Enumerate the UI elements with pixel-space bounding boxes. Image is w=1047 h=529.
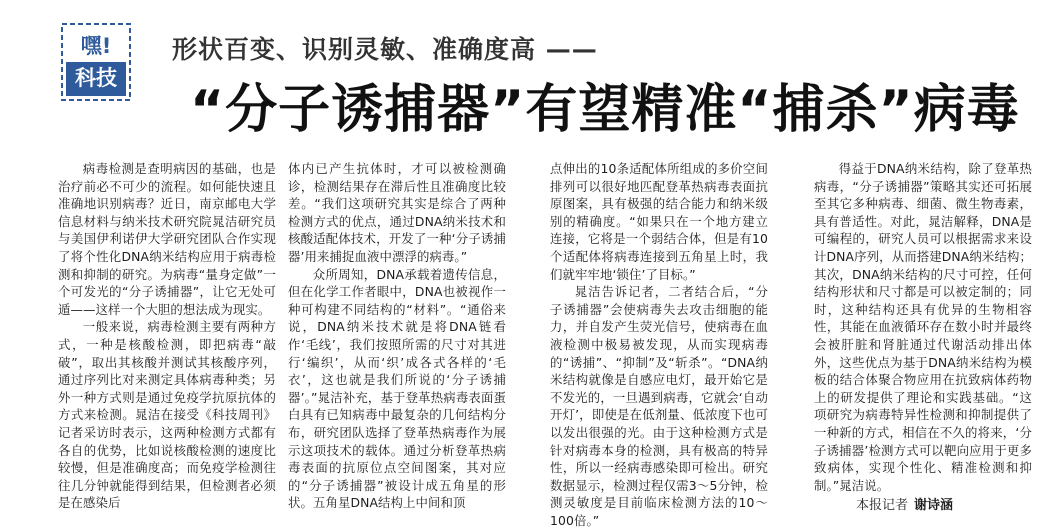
article-body [58,160,1040,528]
paragraph: 得益于DNA纳米结构，除了登革热病毒，“分子诱捕器”策略其实还可拓展至其它多种病毒、细菌、微生物毒素，具有普适性。对此，晁洁解释，DNA是可编程的，研究人员可以根据需求来设计DNA序列，从而搭建DNA纳米结构；其次，DNA纳米结构的尺寸可控，任何结构形状和尺寸都是可以被定制的；同时，这种结构还具有优异的生物相容性，其能在血液循环存在数小时并最终会被肝脏和肾脏通过代谢活动排出体外，这些优点为基于DNA纳米结构为模板的结合体聚合物应用在抗致病体药物上的研发提供了理论和实践基础。“这项研究为病毒特异性检测和抑制提供了一种新的方式，相信在不久的将来，‘分子诱捕器’检测方式可以靶向应用于更多致病体，实现个性化、精准检测和抑制。”晁洁说。 [814,161,1032,493]
text-column-3 [550,160,768,528]
paragraph: 一般来说，病毒检测主要有两种方式，一种是核酸检测，即把病毒“敲破”，取出其核酸并测试其核酸序列，通过序列比对来测定具体病毒种类；另外一种方式则是通过免疫学抗原抗体的方式来检测。晁洁在接受《科技周刊》记者采访时表示，这两种检测方式都有各自的优势，比如说核酸检测的速度比较慢，但是准确度高；而免疫学检测往往几分钟就能得到结果，但检测者必须是在感染后 [58,319,276,511]
byline-prefix: 本报记者 [856,498,909,513]
article-headline: “分子诱捕器”有望精准“捕杀”病毒 [190,80,1020,140]
tag-line-2: 科技 [75,66,117,90]
paragraph: 众所周知，DNA承载着遗传信息，但在化学工作者眼中，DNA也被视作一种可构建不同结构的“材料”。“通俗来说，DNA纳米技术就是将DNA链看作‘毛线’，我们按照所需的尺寸对其进行‘编织’，从而‘织’成各式各样的‘毛衣’，这也就是我们所说的‘分子诱捕器’。”晁洁补充，基于登革热病毒表面蛋白具有已知病毒中最复杂的几何结构分布，研究团队选择了登革热病毒作为展示这项技术的载体。通过分析登革热病毒表面的抗原位点空间图案，其对应的“分子诱捕器”被设计成五角星的形状。五角星DNA结构上中间和顶 [288,266,506,511]
column-tag [60,22,132,102]
paragraph: 体内已产生抗体时，才可以被检测确诊，检测结果存在滞后性且准确度比较差。“我们这项研究其实是综合了两种检测方式的优点，通过DNA纳米技术和核酸适配体技术，开发了一种‘分子诱捕器’用来捕捉血液中漂浮的病毒。” [288,161,506,264]
text-column-1 [58,160,276,518]
paragraph: 病毒检测是查明病因的基础，也是治疗前必不可少的流程。如何能快速且准确地识别病毒？近日，南京邮电大学信息材料与纳米技术研究院晁洁研究员与美国伊利诺伊大学研究团队合作实现了将个性化DNA纳米结构应用于病毒检测和抑制的研究。为病毒“量身定做”一个可发光的“分子诱捕器”，让它无处可遁——这样一个大胆的想法成为现实。 [58,161,276,317]
paragraph: 晁洁告诉记者，二者结合后，“分子诱捕器”会使病毒失去攻击细胞的能力，并自发产生荧光信号，使病毒在血液检测中极易被发现，从而实现病毒的“诱捕”、“抑制”及“斩杀”。“DNA纳米结构就像是自感应电灯，最开始它是不发光的，一旦遇到病毒，它就会‘自动开灯’，即使是在低剂量、低浓度下也可以发出很强的光。由于这种检测方式是针对病毒本身的检测，具有极高的特异性，所以一经病毒感染即可检出。研究数据显示，检测过程仅需3～5分钟，检测灵敏度是目前临床检测方法的10～100倍。” [550,284,768,528]
text-column-4 [814,160,1032,518]
reporter-name: 谢诗涵 [914,498,954,513]
paragraph: 点伸出的10条适配体所组成的多价空间排列可以很好地匹配登革热病毒表面抗原图案，具有极强的结合能力和纳米级别的精确度。“如果只在一个地方建立连接，它将是一个弱结合体，但是有10个适配体将病毒连接到五角星上时，我们就牢牢地‘锁住’了目标。” [550,161,768,282]
tag-line-1: 嘿! [80,34,112,58]
article-subtitle: 形状百变、识别灵敏、准确度高 —— [172,35,598,64]
byline [856,494,953,513]
text-column-2 [288,160,506,518]
